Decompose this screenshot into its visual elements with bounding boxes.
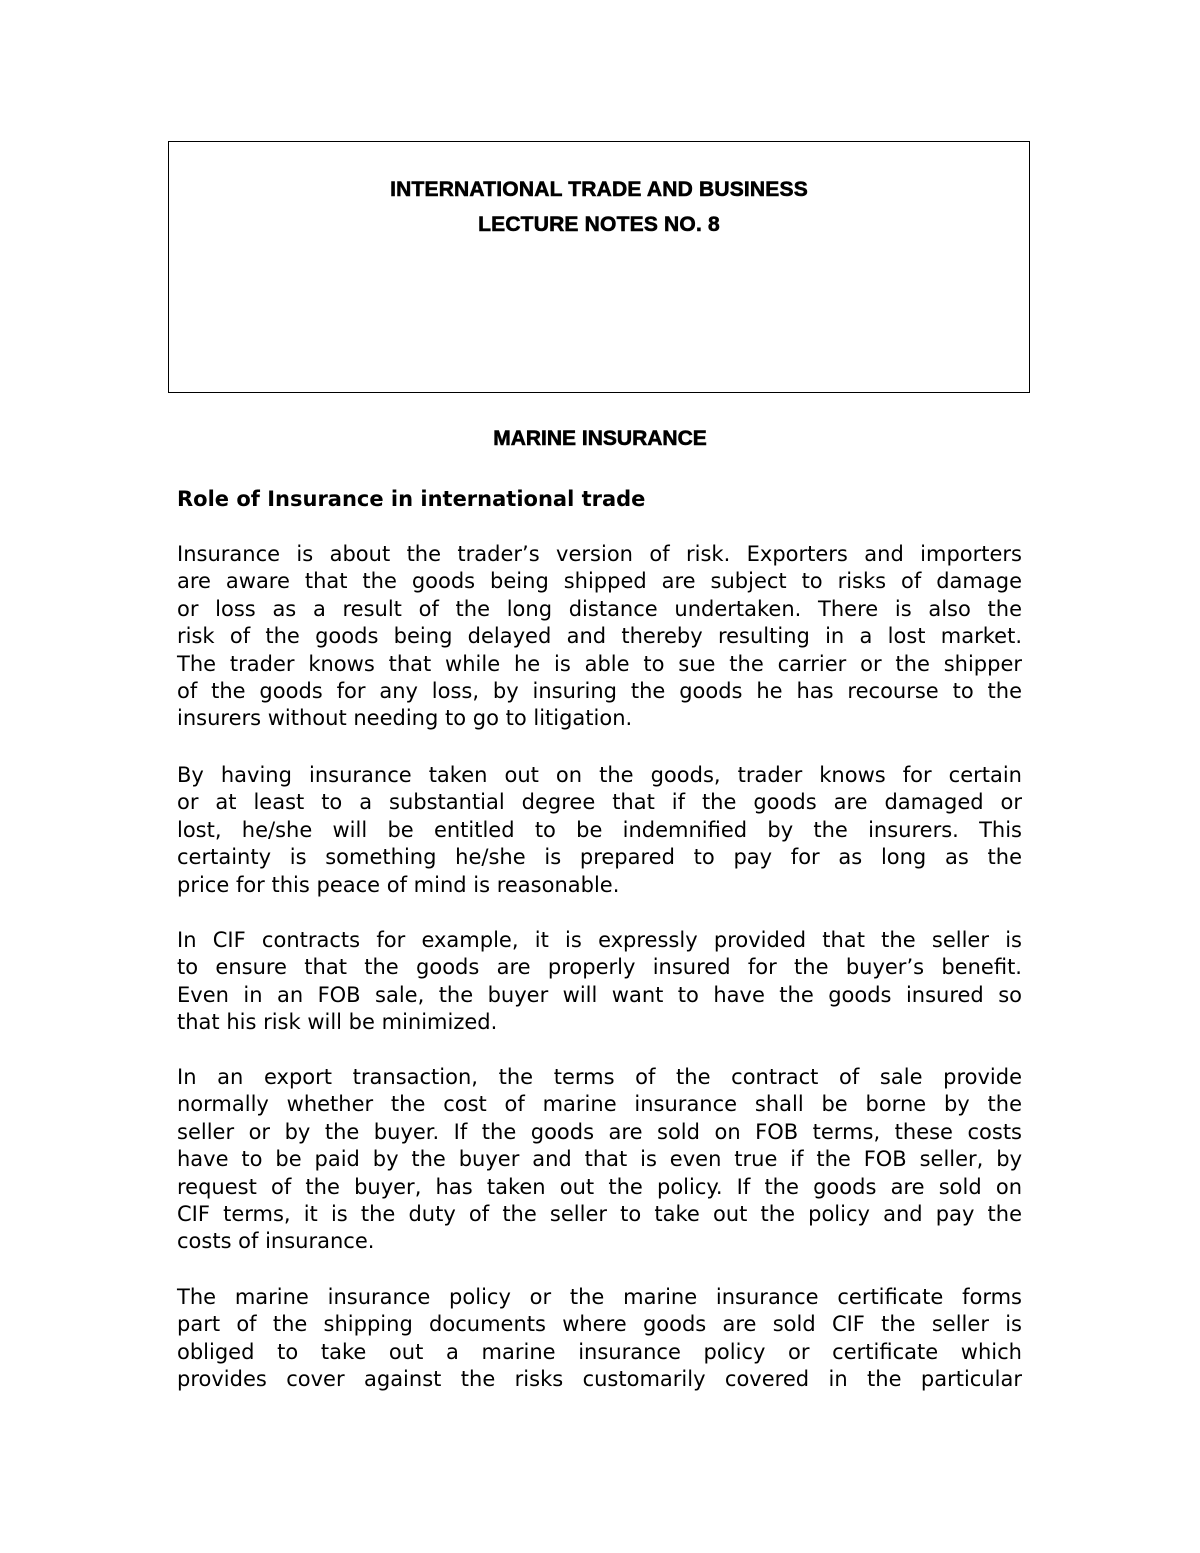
paragraph-4 [177, 1064, 1022, 1256]
section-title: MARINE INSURANCE [493, 427, 707, 450]
paragraph-line: In an export transaction, the terms of the contract of sale provide [177, 1065, 1022, 1089]
paragraph-line: insurers without needing to go to litigation. [177, 706, 633, 731]
paragraph-line: part of the shipping documents where goods are sold CIF the seller is [177, 1312, 1022, 1337]
paragraph-line: The trader knows that while he is able to sue the carrier or the shipper [177, 651, 1022, 676]
paragraph-line: Insurance is about the trader’s version of risk. Exporters and importers [177, 542, 1022, 566]
paragraph-line: or loss as a result of the long distance undertaken. There is also the [177, 596, 1022, 621]
paragraph-line: The marine insurance policy or the marine insurance certificate forms [177, 1285, 1022, 1309]
paragraph-line: provides cover against the risks customarily covered in the particular [177, 1367, 1022, 1392]
paragraph-line: costs of insurance. [177, 1229, 375, 1254]
paragraph-line: CIF terms, it is the duty of the seller to take out the policy and pay the [177, 1202, 1022, 1227]
paragraph-line: are aware that the goods being shipped are subject to risks of damage [177, 569, 1022, 594]
paragraph-line: of the goods for any loss, by insuring the goods he has recourse to the [177, 679, 1022, 704]
paragraph-line: Even in an FOB sale, the buyer will want to have the goods insured so [177, 982, 1022, 1007]
paragraph-line: to ensure that the goods are properly insured for the buyer’s benefit. [177, 955, 1022, 980]
paragraph-line: seller or by the buyer. If the goods are sold on FOB terms, these costs [177, 1119, 1022, 1144]
paragraph-line: that his risk will be minimized. [177, 1010, 498, 1035]
paragraph-line: risk of the goods being delayed and thereby resulting in a lost market. [177, 624, 1022, 649]
paragraph-line: have to be paid by the buyer and that is even true if the FOB seller, by [177, 1147, 1022, 1172]
paragraph-3 [177, 927, 1022, 1037]
paragraph-line: obliged to take out a marine insurance policy or certificate which [177, 1339, 1022, 1364]
paragraph-line: or at least to a substantial degree that if the goods are damaged or [177, 790, 1022, 815]
paragraph-line: certainty is something he/she is prepared to pay for as long as the [177, 845, 1022, 870]
paragraph-line: request of the buyer, has taken out the policy. If the goods are sold on [177, 1174, 1022, 1199]
title-box [168, 141, 1030, 393]
paragraph-line: normally whether the cost of marine insurance shall be borne by the [177, 1092, 1022, 1117]
paragraph-1 [177, 541, 1022, 733]
paragraph-line: By having insurance taken out on the goods, trader knows for certain [177, 763, 1022, 787]
paragraph-5 [177, 1284, 1022, 1394]
paragraph-line: In CIF contracts for example, it is expressly provided that the seller is [177, 928, 1022, 952]
paragraph-line: price for this peace of mind is reasonable. [177, 872, 620, 897]
document-title: INTERNATIONAL TRADE AND BUSINESS [390, 178, 808, 201]
paragraph-line: lost, he/she will be entitled to be indemnified by the insurers. This [177, 817, 1022, 842]
lecture-number: LECTURE NOTES NO. 8 [478, 213, 720, 236]
paragraph-2 [177, 762, 1022, 899]
subheading: Role of Insurance in international trade [177, 487, 646, 511]
